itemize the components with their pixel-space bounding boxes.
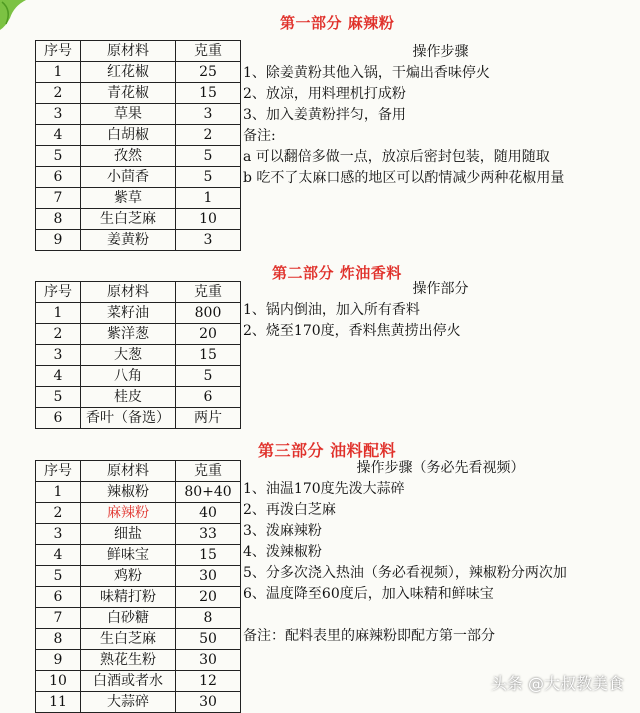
ingredient-cell: 白酒或者水 — [81, 671, 176, 692]
table-row — [36, 692, 241, 713]
table-row — [36, 167, 241, 188]
section1-title: 第一部分 麻辣粉 — [280, 14, 395, 32]
ingredient-cell: 紫洋葱 — [81, 324, 176, 345]
weight-cell: 8 — [176, 608, 241, 629]
weight-cell: 20 — [176, 587, 241, 608]
table-row — [36, 125, 241, 146]
ingredient-cell: 原材料 — [81, 461, 176, 482]
weight-cell: 12 — [176, 671, 241, 692]
index-cell: 9 — [36, 650, 81, 671]
ingredient-cell: 大葱 — [81, 345, 176, 366]
ingredient-cell: 八角 — [81, 366, 176, 387]
table-header-row — [36, 41, 241, 62]
weight-cell: 5 — [176, 366, 241, 387]
table-header-row — [36, 461, 241, 482]
table-row — [36, 188, 241, 209]
watermark: 头条 @大叔教美食 — [490, 674, 624, 693]
index-cell: 7 — [36, 608, 81, 629]
ingredient-cell: 大蒜碎 — [81, 692, 176, 713]
weight-cell: 33 — [176, 524, 241, 545]
index-cell: 4 — [36, 366, 81, 387]
weight-cell: 800 — [176, 303, 241, 324]
ingredient-cell: 菜籽油 — [81, 303, 176, 324]
ingredient-cell: 孜然 — [81, 146, 176, 167]
weight-cell: 两片 — [176, 408, 241, 429]
step-line: 2、再泼白芝麻 — [243, 502, 336, 518]
weight-cell: 30 — [176, 566, 241, 587]
weight-cell: 25 — [176, 62, 241, 83]
section1-steps — [243, 42, 638, 189]
step-line: 备注：配料表里的麻辣粉即配方第一部分 — [243, 628, 495, 644]
weight-cell: 20 — [176, 324, 241, 345]
table-row — [36, 650, 241, 671]
weight-cell: 1 — [176, 188, 241, 209]
weight-cell: 15 — [176, 345, 241, 366]
ingredient-cell: 小茴香 — [81, 167, 176, 188]
step-line: 1、锅内倒油，加入所有香料 — [243, 302, 420, 318]
index-cell: 5 — [36, 566, 81, 587]
ingredient-cell: 熟花生粉 — [81, 650, 176, 671]
table-row — [36, 324, 241, 345]
index-cell: 序号 — [36, 282, 81, 303]
index-cell: 2 — [36, 503, 81, 524]
ingredient-cell: 鸡粉 — [81, 566, 176, 587]
step-line: 3、泼麻辣粉 — [243, 523, 322, 539]
table-row — [36, 209, 241, 230]
section2-title: 第二部分 炸油香料 — [272, 264, 402, 282]
index-cell: 1 — [36, 303, 81, 324]
table-row — [36, 671, 241, 692]
step-line: a 可以翻倍多做一点，放凉后密封包装，随用随取 — [243, 149, 550, 165]
weight-cell: 3 — [176, 104, 241, 125]
section2-steps — [243, 279, 638, 342]
ingredient-cell: 辣椒粉 — [81, 482, 176, 503]
section3-ingredients-table — [35, 460, 241, 713]
table-row — [36, 83, 241, 104]
index-cell: 8 — [36, 629, 81, 650]
weight-cell: 50 — [176, 629, 241, 650]
weight-cell: 15 — [176, 83, 241, 104]
index-cell: 3 — [36, 345, 81, 366]
weight-cell: 30 — [176, 650, 241, 671]
weight-cell: 5 — [176, 167, 241, 188]
table-row — [36, 146, 241, 167]
step-line: 3、加入姜黄粉拌匀，备用 — [243, 107, 406, 123]
table-row — [36, 408, 241, 429]
index-cell: 1 — [36, 482, 81, 503]
ingredient-cell: 原材料 — [81, 41, 176, 62]
ingredient-cell: 生白芝麻 — [81, 209, 176, 230]
step-line: 2、放凉，用料理机打成粉 — [243, 86, 406, 102]
section3-title: 第三部分 油料配料 — [258, 441, 397, 460]
table-row — [36, 587, 241, 608]
weight-cell: 2 — [176, 125, 241, 146]
table-row — [36, 608, 241, 629]
index-cell: 11 — [36, 692, 81, 713]
index-cell: 4 — [36, 545, 81, 566]
step-line: 1、油温170度先泼大蒜碎 — [243, 481, 405, 497]
index-cell: 7 — [36, 188, 81, 209]
table-row — [36, 104, 241, 125]
weight-cell: 克重 — [176, 282, 241, 303]
ingredient-cell: 鲜味宝 — [81, 545, 176, 566]
weight-cell: 克重 — [176, 41, 241, 62]
table-row — [36, 482, 241, 503]
ingredient-cell: 白砂糖 — [81, 608, 176, 629]
table-row — [36, 303, 241, 324]
section3-steps — [243, 458, 638, 647]
ingredient-cell: 香叶（备选） — [81, 408, 176, 429]
table-row — [36, 366, 241, 387]
weight-cell: 30 — [176, 692, 241, 713]
section1-ingredients-table — [35, 40, 241, 251]
weight-cell: 10 — [176, 209, 241, 230]
index-cell: 1 — [36, 62, 81, 83]
weight-cell: 15 — [176, 545, 241, 566]
ingredient-cell: 生白芝麻 — [81, 629, 176, 650]
weight-cell: 6 — [176, 387, 241, 408]
index-cell: 6 — [36, 587, 81, 608]
ingredient-cell: 青花椒 — [81, 83, 176, 104]
steps-heading: 操作步骤 — [412, 44, 469, 60]
index-cell: 9 — [36, 230, 81, 251]
steps-heading: 操作步骤（务必先看视频） — [356, 460, 525, 476]
table-row — [36, 545, 241, 566]
ingredient-cell: 原材料 — [81, 282, 176, 303]
section2-ingredients-table — [35, 281, 241, 429]
ingredient-cell: 麻辣粉 — [81, 503, 176, 524]
index-cell: 5 — [36, 387, 81, 408]
step-line: 1、除姜黄粉其他入锅，干煸出香味停火 — [243, 65, 490, 81]
ingredient-cell: 味精打粉 — [81, 587, 176, 608]
table-row — [36, 62, 241, 83]
table-row — [36, 524, 241, 545]
ingredient-cell: 红花椒 — [81, 62, 176, 83]
step-line: 4、泼辣椒粉 — [243, 544, 322, 560]
index-cell: 序号 — [36, 461, 81, 482]
weight-cell: 40 — [176, 503, 241, 524]
table-row — [36, 387, 241, 408]
ingredient-cell: 细盐 — [81, 524, 176, 545]
index-cell: 4 — [36, 125, 81, 146]
index-cell: 6 — [36, 167, 81, 188]
steps-heading: 操作部分 — [412, 281, 469, 297]
step-line — [243, 605, 638, 626]
ingredient-cell: 姜黄粉 — [81, 230, 176, 251]
table-row — [36, 629, 241, 650]
index-cell: 10 — [36, 671, 81, 692]
weight-cell: 克重 — [176, 461, 241, 482]
index-cell: 序号 — [36, 41, 81, 62]
index-cell: 3 — [36, 104, 81, 125]
weight-cell: 5 — [176, 146, 241, 167]
green-leaf-icon — [0, 0, 40, 30]
step-line: 6、温度降至60度后，加入味精和鲜味宝 — [243, 586, 494, 602]
index-cell: 5 — [36, 146, 81, 167]
index-cell: 3 — [36, 524, 81, 545]
table-row — [36, 230, 241, 251]
ingredient-cell: 紫草 — [81, 188, 176, 209]
step-line: 备注: — [243, 128, 276, 144]
step-line: 5、分多次浇入热油（务必看视频），辣椒粉分两次加 — [243, 565, 567, 581]
table-row — [36, 566, 241, 587]
ingredient-cell: 桂皮 — [81, 387, 176, 408]
table-row — [36, 345, 241, 366]
table-header-row — [36, 282, 241, 303]
weight-cell: 3 — [176, 230, 241, 251]
index-cell: 8 — [36, 209, 81, 230]
step-line: b 吃不了太麻口感的地区可以酌情减少两种花椒用量 — [243, 170, 565, 186]
index-cell: 2 — [36, 83, 81, 104]
step-line: 2、烧至170度，香料焦黄捞出停火 — [243, 323, 461, 339]
index-cell: 6 — [36, 408, 81, 429]
weight-cell: 80+40 — [176, 482, 241, 503]
ingredient-cell: 草果 — [81, 104, 176, 125]
table-row — [36, 503, 241, 524]
index-cell: 2 — [36, 324, 81, 345]
ingredient-cell: 白胡椒 — [81, 125, 176, 146]
